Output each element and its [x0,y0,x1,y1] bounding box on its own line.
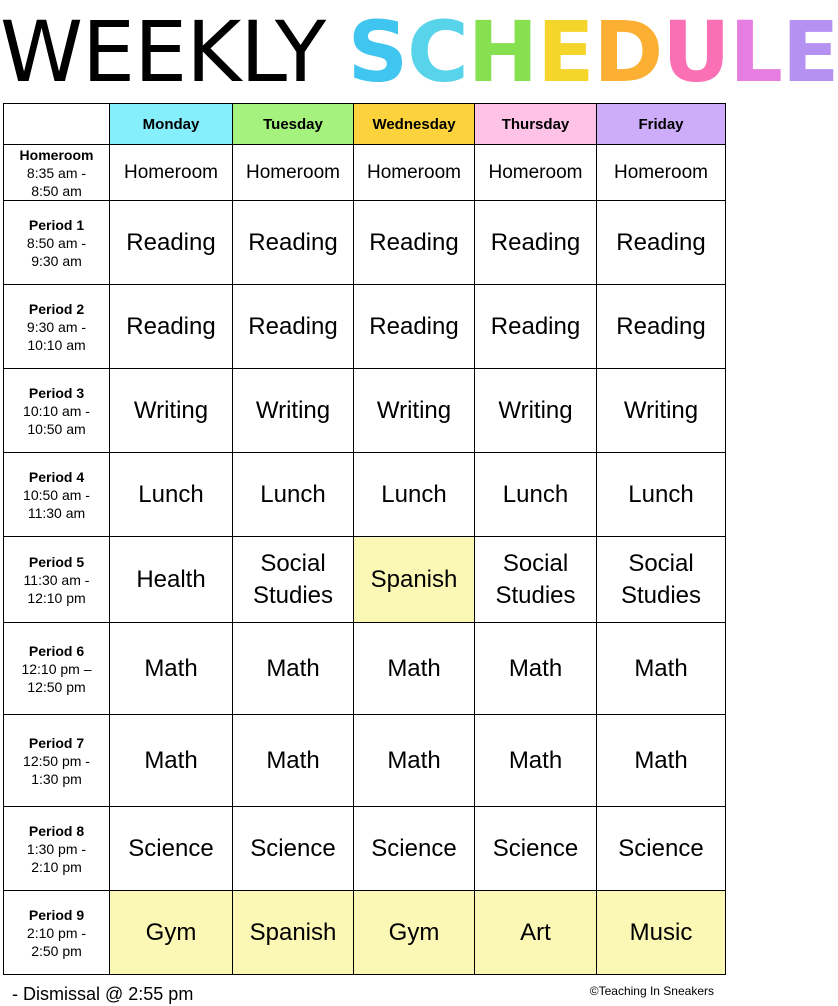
period-name: Period 1 [28,216,85,233]
schedule-cell: Homeroom [354,145,475,201]
schedule-cell: Science [354,807,475,891]
schedule-cell: Writing [354,369,475,453]
schedule-cell: Reading [597,285,726,369]
period-header [4,453,110,537]
period-end-time: 8:50 am [31,182,82,199]
schedule-cell: Social Studies [597,537,726,623]
period-end-time: 10:50 am [27,420,86,437]
schedule-cell: Math [354,715,475,807]
title-letter: D [593,3,663,101]
schedule-cell: Math [110,623,233,715]
schedule-cell: Math [597,623,726,715]
schedule-cell: Gym [354,891,475,975]
schedule-cell: Math [597,715,726,807]
period-start-time: 11:30 am - [23,571,90,588]
schedule-cell: Math [233,715,354,807]
title-letter: S [347,3,408,101]
schedule-cell: Writing [233,369,354,453]
schedule-cell: Social Studies [475,537,597,623]
schedule-cell: Homeroom [233,145,354,201]
schedule-cell: Homeroom [597,145,726,201]
schedule-cell: Spanish [233,891,354,975]
period-end-time: 1:30 pm [31,770,82,787]
schedule-cell: Music [597,891,726,975]
period-header [4,623,110,715]
schedule-table [3,103,726,975]
title-letter: H [467,3,538,101]
schedule-row [4,201,726,285]
schedule-cell: Science [233,807,354,891]
schedule-row [4,891,726,975]
schedule-cell: Reading [110,201,233,285]
period-start-time: 8:35 am - [26,164,87,181]
corner-cell [4,104,110,145]
period-header [4,807,110,891]
period-start-time: 10:50 am - [23,486,90,503]
schedule-cell: Lunch [597,453,726,537]
schedule-cell: Health [110,537,233,623]
schedule-cell: Science [597,807,726,891]
schedule-cell: Homeroom [475,145,597,201]
schedule-cell: Reading [233,201,354,285]
schedule-cell: Lunch [354,453,475,537]
schedule-row [4,453,726,537]
title-word-weekly: WEEKLY [0,3,326,101]
period-start-time: 2:10 pm - [26,924,87,941]
day-header-row [4,104,726,145]
schedule-cell: Lunch [110,453,233,537]
period-end-time: 12:10 pm [27,589,86,606]
title-letter: E [537,3,594,101]
period-header [4,715,110,807]
copyright-credit: ©Teaching In Sneakers [589,984,714,998]
period-end-time: 2:50 pm [31,942,82,959]
period-end-time: 11:30 am [27,504,86,521]
day-header-wednesday: Wednesday [354,104,475,145]
schedule-cell: Writing [110,369,233,453]
schedule-row [4,285,726,369]
day-header-friday: Friday [597,104,726,145]
schedule-cell: Lunch [233,453,354,537]
period-end-time: 9:30 am [31,252,82,269]
schedule-cell: Social Studies [233,537,354,623]
period-start-time: 12:50 pm - [23,752,90,769]
period-name: Period 9 [28,906,85,923]
title-letter: L [729,3,782,101]
schedule-cell: Math [233,623,354,715]
schedule-cell: Reading [354,201,475,285]
period-name: Homeroom [19,146,94,163]
period-start-time: 1:30 pm - [26,840,87,857]
title-letter: U [662,3,730,101]
title-letter: C [407,3,468,101]
schedule-cell: Reading [110,285,233,369]
schedule-cell: Reading [233,285,354,369]
schedule-row [4,369,726,453]
period-header [4,201,110,285]
schedule-cell: Reading [354,285,475,369]
dismissal-note: - Dismissal @ 2:55 pm [12,984,194,1004]
schedule-cell: Reading [475,285,597,369]
period-header [4,891,110,975]
period-header [4,369,110,453]
period-start-time: 9:30 am - [26,318,87,335]
schedule-cell: Writing [475,369,597,453]
schedule-cell: Art [475,891,597,975]
schedule-cell: Math [110,715,233,807]
day-header-monday: Monday [110,104,233,145]
period-start-time: 10:10 am - [23,402,90,419]
schedule-cell: Reading [597,201,726,285]
schedule-row [4,537,726,623]
schedule-cell: Gym [110,891,233,975]
schedule-cell: Math [475,715,597,807]
day-header-tuesday: Tuesday [233,104,354,145]
schedule-cell: Math [475,623,597,715]
period-start-time: 12:10 pm – [21,660,92,677]
schedule-cell: Lunch [475,453,597,537]
period-name: Period 2 [28,300,85,317]
period-name: Period 6 [28,642,85,659]
period-header [4,537,110,623]
day-header-thursday: Thursday [475,104,597,145]
schedule-row [4,145,726,201]
schedule-cell: Math [354,623,475,715]
schedule-cell: Science [110,807,233,891]
schedule-cell: Science [475,807,597,891]
title-letter: E [781,3,838,101]
period-end-time: 2:10 pm [31,858,82,875]
schedule-cell: Spanish [354,537,475,623]
period-name: Period 4 [28,468,85,485]
title-word-schedule [348,3,838,101]
schedule-cell: Homeroom [110,145,233,201]
period-name: Period 7 [28,734,85,751]
period-start-time: 8:50 am - [26,234,87,251]
page-title [0,3,838,101]
schedule-cell: Reading [475,201,597,285]
schedule-row [4,623,726,715]
period-name: Period 8 [28,822,85,839]
period-name: Period 3 [28,384,85,401]
period-header [4,145,110,201]
period-name: Period 5 [28,553,85,570]
schedule-cell: Writing [597,369,726,453]
period-end-time: 10:10 am [27,336,86,353]
period-header [4,285,110,369]
schedule-row [4,715,726,807]
period-end-time: 12:50 pm [27,678,86,695]
schedule-row [4,807,726,891]
